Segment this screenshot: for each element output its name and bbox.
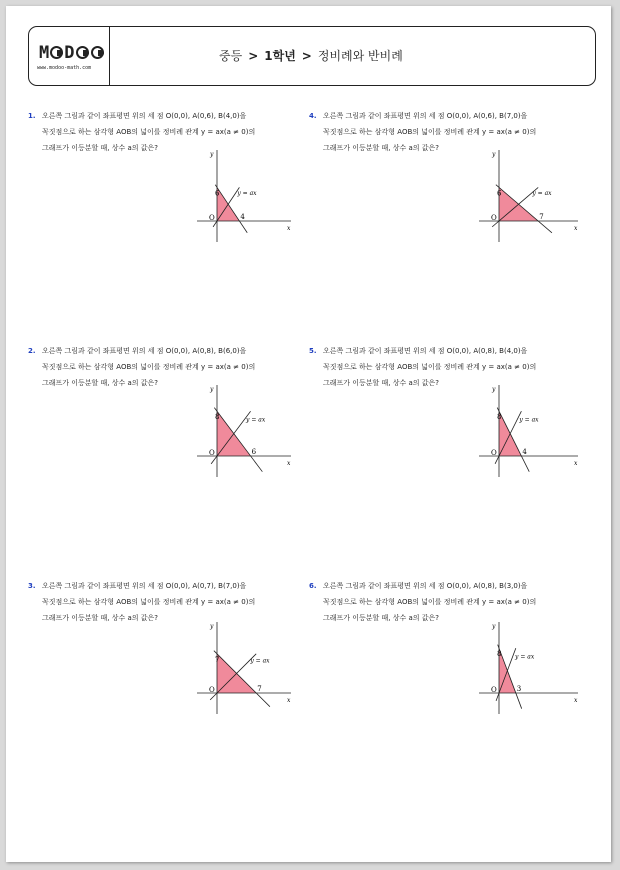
label-y-axis: y	[210, 151, 214, 158]
problem-line: 꼭짓점으로 하는 삼각형 AOB의 넓이를 정비례 관계 y = ax(a ≠ 0)의	[42, 598, 256, 606]
label-line-y-ax: y = ax	[246, 416, 266, 424]
label-b-value: 7	[539, 213, 544, 221]
breadcrumb-level: 중등	[219, 49, 243, 63]
problem-line: 꼭짓점으로 하는 삼각형 AOB의 넓이를 정비례 관계 y = ax(a ≠ 0)의	[42, 128, 256, 136]
label-a-value: 6	[215, 189, 220, 198]
label-x-axis: x	[574, 225, 578, 232]
problem-line: 꼭짓점으로 하는 삼각형 AOB의 넓이를 정비례 관계 y = ax(a ≠ 0)의	[323, 363, 537, 371]
problem-line: 꼭짓점으로 하는 삼각형 AOB의 넓이를 정비례 관계 y = ax(a ≠ 0)의	[323, 128, 537, 136]
problem-number: 6.	[309, 582, 317, 590]
label-origin: O	[491, 686, 497, 694]
label-line-y-ax: y = ax	[250, 657, 270, 665]
label-a-value: 8	[497, 413, 502, 422]
label-b-value: 7	[257, 685, 262, 693]
problem-line: 오른쪽 그림과 같이 좌표평면 위의 세 점 O(0,0), A(0,8), B(3,0)을	[323, 582, 528, 590]
label-a-value: 6	[497, 189, 502, 198]
figure-3	[189, 618, 299, 718]
problem-line: 꼭짓점으로 하는 삼각형 AOB의 넓이를 정비례 관계 y = ax(a ≠ 0)의	[323, 598, 537, 606]
breadcrumb	[219, 47, 403, 64]
label-x-axis: x	[287, 225, 291, 232]
problem-line: 그래프가 이등분할 때, 상수 a의 값은?	[323, 144, 440, 152]
label-line-y-ax: y = ax	[515, 653, 535, 661]
problem-line: 그래프가 이등분할 때, 상수 a의 값은?	[323, 614, 440, 622]
breadcrumb-grade: 1학년	[264, 49, 296, 63]
breadcrumb-topic: 정비례와 반비례	[317, 49, 403, 63]
label-y-axis: y	[492, 151, 496, 158]
problem-number: 1.	[28, 112, 36, 120]
label-x-axis: x	[287, 460, 291, 467]
problem-number: 4.	[309, 112, 317, 120]
label-line-y-ax: y = ax	[237, 189, 257, 197]
logo-url: www.modoo-math.com	[37, 65, 92, 71]
label-line-y-ax: y = ax	[532, 189, 552, 197]
label-origin: O	[209, 449, 215, 457]
problem-line: 오른쪽 그림과 같이 좌표평면 위의 세 점 O(0,0), A(0,7), B(7,0)을	[42, 582, 247, 590]
problem-line: 오른쪽 그림과 같이 좌표평면 위의 세 점 O(0,0), A(0,8), B(6,0)을	[42, 347, 247, 355]
figure-6	[471, 618, 586, 718]
label-y-axis: y	[210, 623, 214, 630]
problem-number: 5.	[309, 347, 317, 355]
label-x-axis: x	[574, 697, 578, 704]
problem-number: 3.	[28, 582, 36, 590]
label-y-axis: y	[492, 623, 496, 630]
label-origin: O	[209, 686, 215, 694]
problem-line: 오른쪽 그림과 같이 좌표평면 위의 세 점 O(0,0), A(0,6), B(4,0)을	[42, 112, 247, 120]
logo: M D	[39, 43, 105, 63]
problem-line: 오른쪽 그림과 같이 좌표평면 위의 세 점 O(0,0), A(0,6), B(7,0)을	[323, 112, 528, 120]
label-origin: O	[491, 214, 497, 222]
problem-line: 그래프가 이등분할 때, 상수 a의 값은?	[42, 144, 159, 152]
worksheet-page	[6, 6, 611, 862]
breadcrumb-separator: >	[301, 49, 312, 63]
label-y-axis: y	[210, 386, 214, 393]
label-a-value: 7	[215, 655, 220, 664]
label-origin: O	[491, 449, 497, 457]
problem-line: 꼭짓점으로 하는 삼각형 AOB의 넓이를 정비례 관계 y = ax(a ≠ 0)의	[42, 363, 256, 371]
figure-1	[189, 146, 299, 246]
problem-number: 2.	[28, 347, 36, 355]
label-b-value: 3	[516, 685, 522, 693]
label-origin: O	[209, 214, 215, 222]
label-x-axis: x	[287, 697, 291, 704]
label-line-y-ax: y = ax	[519, 416, 539, 424]
problem-line: 그래프가 이등분할 때, 상수 a의 값은?	[42, 614, 159, 622]
breadcrumb-separator: >	[248, 49, 259, 63]
label-a-value: 8	[497, 650, 502, 659]
problem-line: 그래프가 이등분할 때, 상수 a의 값은?	[323, 379, 440, 387]
label-x-axis: x	[574, 460, 578, 467]
label-b-value: 4	[240, 213, 245, 221]
figure-2	[189, 381, 299, 481]
figure-4	[471, 146, 586, 246]
logo-box	[29, 27, 110, 85]
problem-line: 오른쪽 그림과 같이 좌표평면 위의 세 점 O(0,0), A(0,8), B(4,0)을	[323, 347, 528, 355]
label-y-axis: y	[492, 386, 496, 393]
label-b-value: 4	[522, 448, 527, 456]
label-a-value: 8	[215, 413, 220, 422]
label-b-value: 6	[251, 448, 257, 456]
problem-line: 그래프가 이등분할 때, 상수 a의 값은?	[42, 379, 159, 387]
header	[28, 26, 596, 86]
figure-5	[471, 381, 586, 481]
